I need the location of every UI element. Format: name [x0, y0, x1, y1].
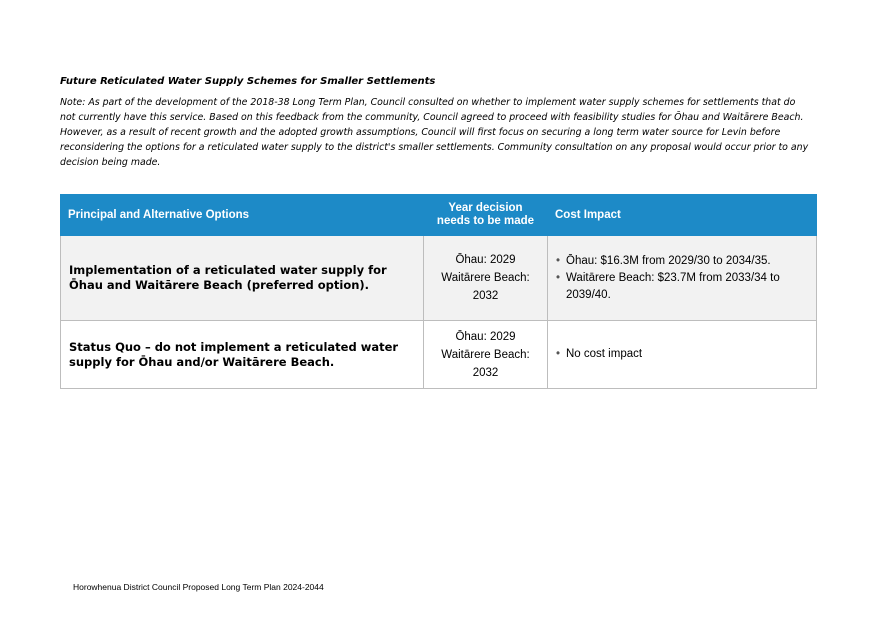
year-ohau: Ōhau: 2029	[455, 330, 516, 343]
year-waitarere: Waitārere Beach: 2032	[441, 272, 530, 302]
year-ohau: Ōhau: 2029	[455, 254, 516, 266]
page-footer: Horowhenua District Council Proposed Long Term Plan 2024-2044	[73, 582, 324, 592]
options-table	[60, 194, 817, 389]
impact-item: • Waitārere Beach: $23.7M from 2033/34 to 2039/40.	[556, 270, 808, 304]
option-cell: Implementation of a reticulated water supply for Ōhau and Waitārere Beach (preferred option).	[61, 236, 424, 321]
impact-list	[556, 346, 808, 363]
year-cell	[424, 321, 548, 389]
header-cost-impact: Cost Impact	[548, 195, 817, 236]
year-cell	[424, 236, 548, 321]
impact-list	[556, 253, 808, 304]
impact-item: • Ōhau: $16.3M from 2029/30 to 2034/35.	[556, 253, 808, 270]
impact-item: • No cost impact	[556, 346, 808, 363]
section-heading: Future Reticulated Water Supply Schemes for Smaller Settlements	[60, 76, 436, 87]
header-year-decision: Year decision needs to be made	[424, 195, 548, 236]
header-options: Principal and Alternative Options	[61, 195, 424, 236]
table-row	[61, 236, 817, 321]
impact-cell	[548, 321, 817, 389]
consultation-note: Note: As part of the development of the 2018-38 Long Term Plan, Council consulted on whether to implement water supply schemes for settlements that do not currently have this service. Based on this feedback from the community, Council agreed to proceed with feasibility studies for Ōhau and Waitārere Beach. However, as a result of recent growth and the adopted growth assumptions, Council will first focus on securing a long term water source for Levin before reconsidering the options for a reticulated water supply to the district's smaller settlements. Community consultation on any proposal would occur prior to any decision being made.	[60, 97, 809, 168]
year-waitarere: Waitārere Beach: 2032	[441, 348, 530, 379]
impact-cell	[548, 236, 817, 321]
table-header-row	[61, 195, 817, 236]
option-cell: Status Quo – do not implement a reticulated water supply for Ōhau and/or Waitārere Beach.	[61, 321, 424, 389]
table-row	[61, 321, 817, 389]
